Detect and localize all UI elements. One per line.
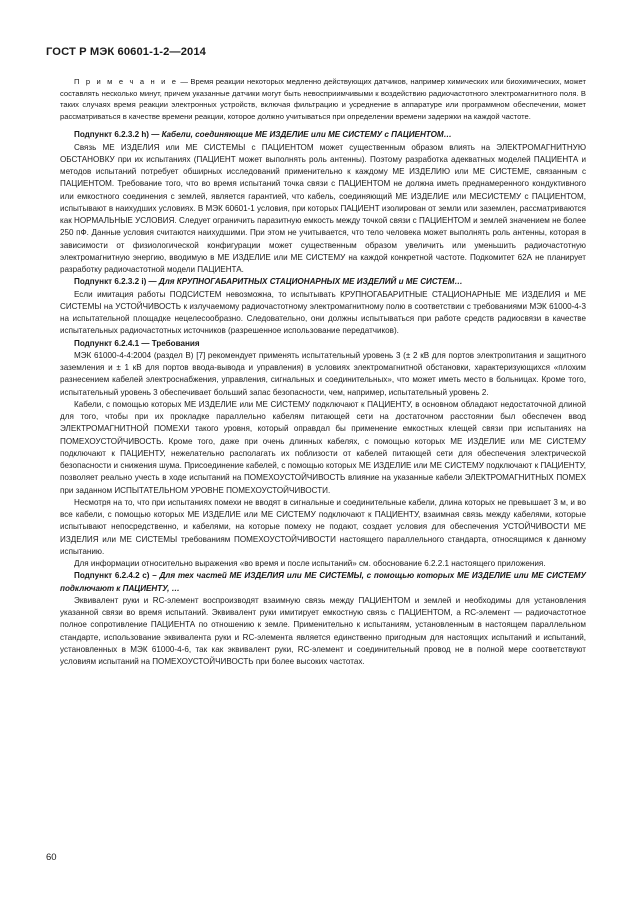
section-title: Для тех частей МЕ ИЗДЕЛИЯ или МЕ СИСТЕМЫ, с помощью которых МЕ ИЗДЕЛИЕ или МЕ СИСТЕМУ подключают к ПАЦИЕНТУ, …: [60, 571, 586, 593]
section-number: Подпункт 6.2.4.2 с) –: [74, 571, 160, 581]
page-number: 60: [46, 852, 57, 863]
section-heading-6-2-3-2-h: [60, 129, 586, 141]
body-paragraph: Эквивалент руки и RC-элемент воспроизводят взаимную связь между ПАЦИЕНТОМ и землей и необходимы для установления указанной связи во время испытаний. Эквивалент руки имитирует емкостную связь с ПАЦИЕНТОМ, а RC-элемент — радиочастотное полное сопротивление ПАЦИЕНТА по отношению к земле. Применительно к испытаниям, установленным в настоящем параллельном стандарте, использование эквивалента руки и RC-элемента является единственно пригодным для настоящих испытаний и испытаний, установленных в МЭК 61000-4-6, так как эквивалент руки, RC-элемент и соединительный провод не в полной мере соответствуют условиям испытаний на ПОМЕХОУСТОЙЧИВОСТЬ при более высоких частотах.: [60, 595, 586, 667]
section-title: Для КРУПНОГАБАРИТНЫХ СТАЦИОНАРНЫХ МЕ ИЗДЕЛИЙ и МЕ СИСТЕМ…: [158, 277, 463, 287]
body-paragraph: Кабели, с помощью которых МЕ ИЗДЕЛИЕ или МЕ СИСТЕМУ подключают к ПАЦИЕНТУ, в основном обладают недостаточной длиной для того, чтобы при их прокладке параллельно кабелям питающей сети на достаточном расстоянии был обеспечен ввод ЭЛЕКТРОМАГНИТНОЙ ПОМЕХИ такого уровня, который оправдал бы применение емкостных клещей связи при испытаниях на ПОМЕХОУСТОЙЧИВОСТЬ. Кроме того, даже при очень длинных кабелях, с помощью которых МЕ ИЗДЕЛИЕ или МЕ СИСТЕМУ подключают к ПАЦИЕНТУ, нежелательно располагать их поблизости от кабелей питающей сети для обеспечения электрической безопасности и снижения шума. Присоединение кабелей, с помощью которых МЕ ИЗДЕЛИЕ или МЕ СИСТЕМУ подключают к ПАЦИЕНТУ, позволяет реально учесть в ходе испытаний на ПОМЕХОУСТОЙЧИВОСТЬ влияние на указанные кабели ЭЛЕКТРОМАГНИТНЫХ ПОМЕХ при заданном ИСПЫТАТЕЛЬНОМ УРОВНЕ ПОМЕХОУСТОЙЧИВОСТИ.: [60, 399, 586, 495]
note-text: — Время реакции некоторых медленно действующих датчиков, например химических или биохимических, может составлять несколько минут, причем указанные датчики могут быть невосприимчивыми к воздействию радиочастотного электромагнитного поля. В таких случаях время реакции электронных устройств, включая фильтрацию и усреднение в аппаратуре или программном обеспечении, может рассматриваться в качестве времени реакции, которое должно учитываться при определении времени задержки на каждой частоте.: [60, 77, 586, 121]
section-number: Подпункт 6.2.4.1 —: [74, 338, 152, 348]
note-label: П р и м е ч а н и е: [74, 77, 178, 86]
body-paragraph: Связь МЕ ИЗДЕЛИЯ или МЕ СИСТЕМЫ с ПАЦИЕНТОМ может существенным образом влиять на ЭЛЕКТРОМАГНИТНУЮ ОБСТАНОВКУ при их испытаниях (ПАЦИЕНТ может выполнять роль антенны). Поэтому разработка адекватных моделей ПАЦИЕНТА и методов испытаний потребует обширных исследований применительно к каждому МЕ ИЗДЕЛИЮ или МЕ СИСТЕМЕ, связанным с ПАЦИЕНТОМ. Требование того, что во время испытаний точка связи с ПАЦИЕНТОМ не должна иметь преднамеренного кондуктивного или емкостного соединения с землей, является гарантией, что кабель, соединяющий МЕ ИЗДЕЛИЕ или МЕСИСТЕМУ с ПАЦИЕНТОМ, испытывают в наихудших условиях. В МЭК 60601-1 условия, при которых ПАЦИЕНТ изолирован от земли или заземлен, рассматриваются как НОРМАЛЬНЫЕ УСЛОВИЯ. Следует ограничить паразитную емкость между точкой связи с ПАЦИЕНТОМ и землей значением не более 250 пФ. Данные условия считаются наихудшими. При этом не учитывается, что тело человека может выполнять роль антенны, которая в зависимости от физиологической конфигурации может существенным образом увеличить или уменьшить радиочастотную электромагнитную энергию, вводимую в МЕ ИЗДЕЛИЕ или МЕ СИСТЕМУ на каждой конкретной частоте. Подкомитет 62А не планирует разработку радиочастотной модели ПАЦИЕНТА.: [60, 142, 586, 275]
note-paragraph: [60, 76, 586, 122]
document-header: ГОСТ Р МЭК 60601-1-2—2014: [46, 46, 207, 58]
body-paragraph: Несмотря на то, что при испытаниях помехи не вводят в сигнальные и соединительные кабели, длина которых не превышает 3 м, и во все кабели, с помощью которых МЕ ИЗДЕЛИЕ или МЕ СИСТЕМУ подключают к ПАЦИЕНТУ, взаимная связь между кабелями, которые испытывают непосредственно, и кабелями, на которые помеху не подают, создает условия для обеспечения УСТОЙЧИВОСТИ МЕ ИЗДЕЛИЯ или МЕ СИСТЕМЫ требованиям ПОМЕХОУСТОЙЧИВОСТИ настоящего параллельного стандарта, относящимся к данному испытанию.: [60, 497, 586, 556]
section-heading-6-2-4-2-c: [60, 570, 586, 595]
body-paragraph: Если имитация работы ПОДСИСТЕМ невозможна, то испытывать КРУПНОГАБАРИТНЫЕ СТАЦИОНАРНЫЕ МЕ ИЗДЕЛИЯ и МЕ СИСТЕМЫ на УСТОЙЧИВОСТЬ к излучаемому радиочастотному электромагнитному полю в соответствии с требованиями МЭК 61000-4-3 на испытательной площадке нецелесообразно. Следовательно, они должны испытываться при работе средств радиосвязи в качестве испытательных радиочастотных источников (разрешенное использование передатчиков).: [60, 289, 586, 336]
section-title: Кабели, соединяющие МЕ ИЗДЕЛИЕ или МЕ СИСТЕМУ с ПАЦИЕНТОМ…: [161, 130, 452, 140]
section-heading-6-2-4-1: [60, 338, 586, 350]
body-paragraph: МЭК 61000-4-4:2004 (раздел В) [7] рекомендует применять испытательный уровень 3 (± 2 кВ для портов электропитания и защитного заземления и ± 1 кВ для портов ввода-вывода и управления) в условиях электромагнитной обстановки, характеризующихся «плохим разнесением кабелей электроснабжения, управления, сигнальных и соединительных», что может иметь место в больницах. Кроме того, испытательный уровень 3 обеспечивает больший запас безопасности, чем, например, испытательный уровень 2.: [60, 350, 586, 397]
page-content: [60, 76, 586, 668]
section-number: Подпункт 6.2.3.2 h) —: [74, 130, 162, 140]
section-number: Подпункт 6.2.3.2 i) —: [74, 277, 159, 287]
body-paragraph: Для информации относительно выражения «во время и после испытаний» см. обоснование 6.2.2.1 настоящего приложения.: [74, 559, 546, 569]
section-heading-6-2-3-2-i: [60, 276, 586, 288]
section-title: Требования: [151, 338, 200, 348]
